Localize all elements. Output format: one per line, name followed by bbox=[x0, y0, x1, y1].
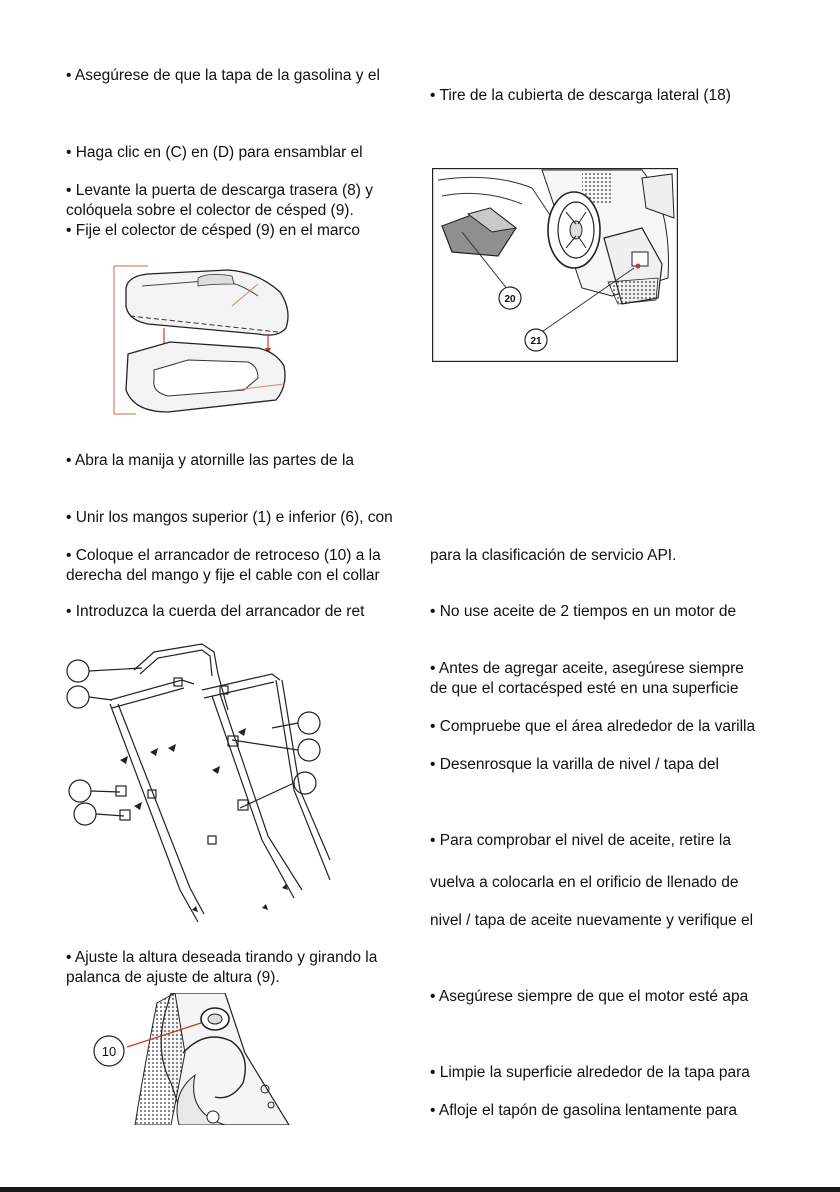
instruction-unscrew-dipstick: • Desenrosque la varilla de nivel / tapa del bbox=[430, 756, 719, 773]
instruction-loosen-cap: • Afloje el tapón de gasolina lentamente para bbox=[430, 1102, 738, 1119]
instruction-verify-level: nivel / tapa de aceite nuevamente y verifique el bbox=[430, 912, 754, 929]
instruction-engine-off: • Asegúrese siempre de que el motor esté apa bbox=[430, 988, 749, 1005]
instruction-api-service: para la clasificación de servicio API. bbox=[430, 547, 677, 564]
instruction-join-handles: • Unir los mangos superior (1) e inferior (6), con bbox=[66, 509, 393, 526]
instruction-recoil-starter-1: • Coloque el arrancador de retroceso (10) a la bbox=[66, 547, 381, 564]
grass-collector-figure bbox=[108, 262, 298, 418]
instruction-recoil-starter-2: derecha del mango y fije el cable con el collar bbox=[66, 567, 380, 584]
instruction-before-oil-2: de que el cortacésped esté en una superficie bbox=[430, 680, 739, 697]
instruction-before-oil-1: • Antes de agregar aceite, asegúrese siempre bbox=[430, 660, 744, 677]
callout-10: 10 bbox=[101, 1044, 117, 1059]
instruction-check-oil-level: • Para comprobar el nivel de aceite, retire la bbox=[430, 832, 731, 849]
instruction-clean-surface: • Limpie la superficie alrededor de la tapa para bbox=[430, 1064, 750, 1081]
instruction-lift-rear-door-1: • Levante la puerta de descarga trasera (8) y bbox=[66, 182, 373, 199]
height-lever-figure bbox=[75, 993, 299, 1125]
side-discharge-figure bbox=[432, 168, 678, 362]
instruction-insert-cord: • Introduzca la cuerda del arrancador de ret bbox=[66, 603, 365, 620]
instruction-check-dipstick-area: • Compruebe que el área alrededor de la varilla bbox=[430, 718, 756, 735]
instruction-click-assemble: • Haga clic en (C) en (D) para ensamblar el bbox=[66, 144, 363, 161]
callout-20: 20 bbox=[504, 294, 516, 305]
handle-assembly-figure bbox=[62, 640, 332, 930]
instruction-adjust-height-1: • Ajuste la altura deseada tirando y girando la bbox=[66, 949, 378, 966]
instruction-adjust-height-2: palanca de ajuste de altura (9). bbox=[66, 969, 280, 986]
page-bottom-edge bbox=[0, 1187, 840, 1192]
instruction-reinsert-dipstick: vuelva a colocarla en el orificio de llenado de bbox=[430, 874, 739, 891]
instruction-no-2-stroke: • No use aceite de 2 tiempos en un motor de bbox=[430, 603, 737, 620]
instruction-fuel-cap: • Asegúrese de que la tapa de la gasolina y el bbox=[66, 67, 380, 84]
instruction-lift-rear-door-2: colóquela sobre el colector de césped (9). bbox=[66, 202, 354, 219]
instruction-fix-collector: • Fije el colector de césped (9) en el marco bbox=[66, 222, 361, 239]
instruction-pull-side-discharge: • Tire de la cubierta de descarga lateral (18) bbox=[430, 87, 731, 104]
instruction-open-handle: • Abra la manija y atornille las partes de la bbox=[66, 452, 355, 469]
callout-21: 21 bbox=[530, 336, 542, 347]
